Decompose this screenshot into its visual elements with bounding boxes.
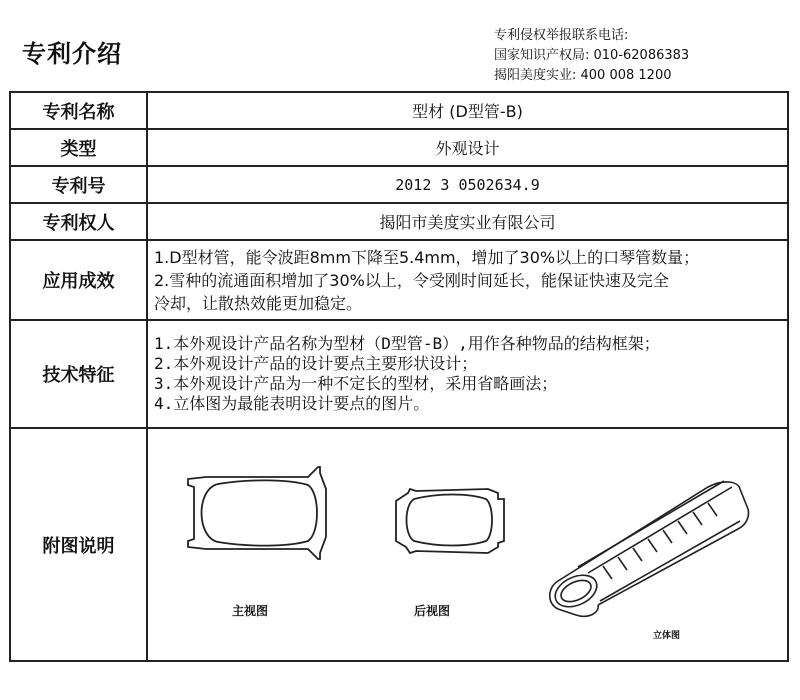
row-patent-name [10, 92, 788, 129]
isometric-drawing [550, 481, 749, 616]
label-type: 类型 [10, 129, 147, 166]
contact-info [494, 26, 689, 86]
label-effects: 应用成效 [10, 240, 147, 320]
rear-view-drawing [396, 489, 504, 553]
value-effects [147, 240, 788, 320]
value-features [147, 320, 788, 428]
contact-office: 国家知识产权局: 010-62086383 [494, 48, 690, 63]
front-view-caption: 主视图 [232, 604, 269, 618]
label-patent-number: 专利号 [10, 166, 147, 203]
features-line: 3.本外观设计产品为一种不定长的型材，采用省略画法； [154, 374, 558, 393]
value-patent-number: 2012 3 0502634.9 [147, 166, 788, 203]
value-patent-name: 型材 (D型管-B) [147, 92, 788, 129]
effects-line: 冷却，让散热效能更加稳定。 [154, 293, 363, 313]
label-holder: 专利权人 [10, 203, 147, 240]
row-features [10, 320, 788, 428]
contact-heading: 专利侵权举报联系电话: [494, 28, 629, 43]
features-line: 4.立体图为最能表明设计要点的图片。 [154, 394, 430, 413]
features-line: 1.本外观设计产品名称为型材（D型管-B）,用作各种物品的结构框架； [154, 334, 660, 353]
patent-table [9, 91, 789, 662]
row-holder [10, 203, 788, 240]
value-type: 外观设计 [147, 129, 788, 166]
label-drawings: 附图说明 [10, 428, 147, 661]
features-line: 2.本外观设计产品的设计要点主要形状设计； [154, 354, 478, 373]
contact-company: 揭阳美度实业: 400 008 1200 [494, 68, 672, 83]
front-view-drawing [188, 467, 326, 559]
label-patent-name: 专利名称 [10, 92, 147, 129]
isometric-caption: 立体图 [653, 631, 681, 641]
page-title: 专利介绍 [22, 39, 122, 68]
value-holder: 揭阳市美度实业有限公司 [147, 203, 788, 240]
rear-view-caption: 后视图 [414, 604, 451, 618]
row-type [10, 129, 788, 166]
drawings-cell [147, 428, 788, 661]
row-patent-number [10, 166, 788, 203]
effects-line: 1.D型材管，能令波距8mm下降至5.4mm，增加了30%以上的口琴管数量； [154, 247, 700, 267]
effects-line: 2.雪种的流通面积增加了30%以上，令受刚时间延长，能保证快速及完全 [154, 270, 669, 290]
row-drawings [10, 428, 788, 661]
row-effects [10, 240, 788, 320]
drawings-canvas [148, 429, 788, 658]
label-features: 技术特征 [10, 320, 147, 428]
